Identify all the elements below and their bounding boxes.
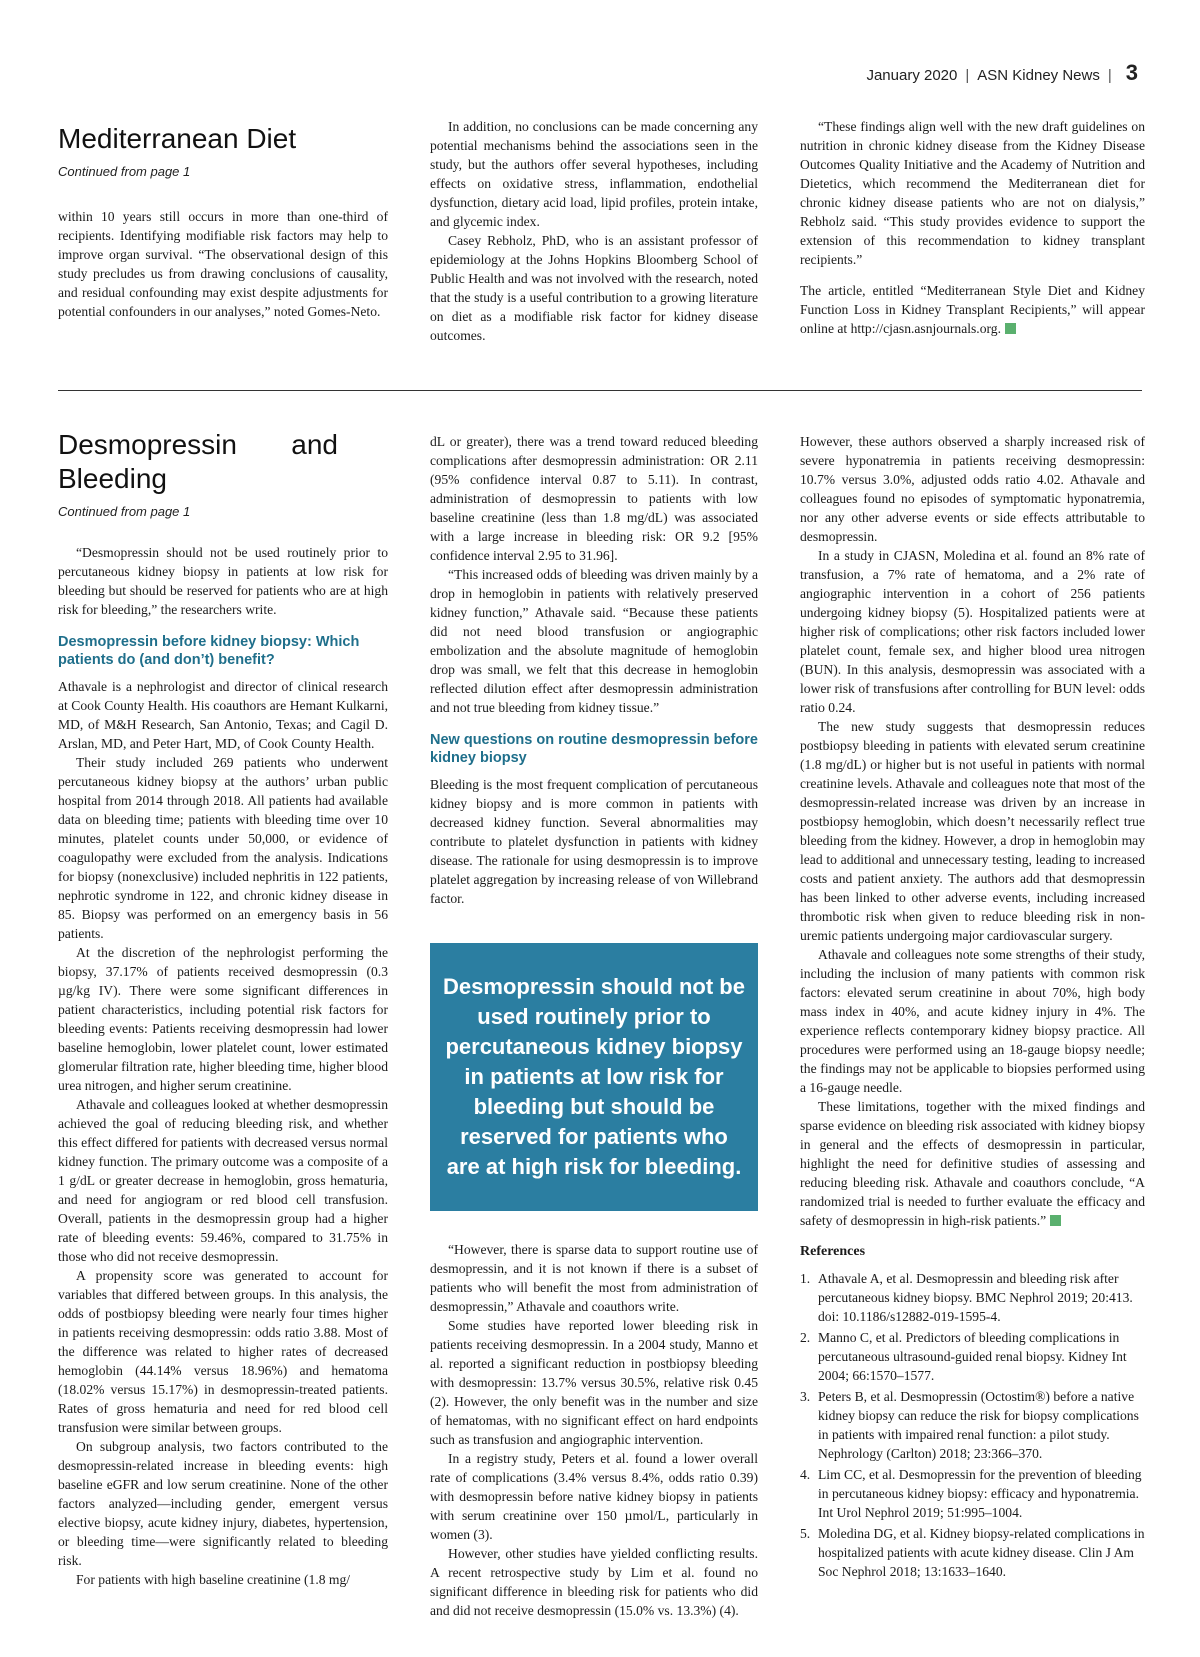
- article1-column-1: [58, 122, 388, 321]
- article2-paragraph: “This increased odds of bleeding was driven mainly by a drop in hemoglobin in patients with relatively preserved kidney function,” Athavale said. “Because these patients did not need blood transfusion or angiographic embolization and the absolute magnitude of hemoglobin drop was small, we felt that this decrease in hemoglobin reflected dilution effect after desmopressin administration and not true bleeding from kidney tissue.”: [430, 567, 758, 715]
- article2-column-1: [58, 428, 388, 1589]
- article2-paragraph: A propensity score was generated to account for variables that differed between groups. In this analysis, the odds of postbiopsy bleeding were nearly four times higher in patients receiving desmopressin: odds ratio 3.88. Most of the difference was related to higher rates of decreased hemoglobin (44.14% versus 18.96%) and hematoma (18.02% versus 15.17%) in desmopressin-treated patients. Rates of gross hematuria and need for red blood cell transfusion were similar between groups.: [58, 1268, 388, 1435]
- article2-paragraph: At the discretion of the nephrologist performing the biopsy, 37.17% of patients received desmopressin (0.3 µg/kg IV). There were some significant differences in patient characteristics, including potential risk factors for bleeding events: Patients receiving desmopressin had lower baseline hemoglobin, lower platelet count, lower estimated glomerular filtration rate, higher bleeding time, higher blood urea nitrogen, and higher serum creatinine.: [58, 945, 388, 1093]
- reference-item: [800, 1524, 1145, 1581]
- article2-paragraph: In a study in CJASN, Moledina et al. found an 8% rate of transfusion, a 7% rate of hematoma, and a 2% rate of angiographic intervention in a cohort of 256 patients undergoing kidney biopsy (5). Hospitalized patients were at higher risk of complications; other risk factors included lower platelet count, female sex, and higher blood urea nitrogen (BUN). In this analysis, desmopressin was associated with a lower risk of transfusions after controlling for BUN level: odds ratio 0.24.: [800, 548, 1145, 715]
- article1-closing-text: The article, entitled “Mediterranean Style Diet and Kidney Function Loss in Kidney Transplant Recipients,” will appear online at http://cjasn.asnjournals.org.: [800, 283, 1145, 336]
- reference-item: [800, 1465, 1145, 1522]
- article2-subhead-1: Desmopressin before kidney biopsy: Which patients do (and don’t) benefit?: [58, 634, 360, 668]
- article2-title: Desmopressin and Bleeding: [58, 429, 338, 494]
- article1-continued-note: Continued from page 1: [58, 164, 191, 179]
- article2-paragraph: However, these authors observed a sharply increased risk of severe hyponatremia in patients receiving desmopressin: 10.7% versus 3.0%, adjusted odds ratio 4.02. Athavale and colleagues found no episodes of symptomatic hyponatremia, nor any other adverse events or side effects attributable to desmopressin.: [800, 434, 1145, 544]
- header-separator: |: [965, 67, 970, 84]
- article1-paragraph: within 10 years still occurs in more than one-third of recipients. Identifying modifiable risk factors may help to improve organ survival. “The observational design of this study precludes us from drawing conclusions of causality, and residual confounding may exist despite adjustments for potential confounders in our analyses,” noted Gomes-Neto.: [58, 209, 388, 319]
- reference-number: 5.: [800, 1526, 811, 1541]
- article2-column-2-bottom: [430, 1240, 758, 1620]
- references-list: [800, 1269, 1145, 1581]
- reference-item: [800, 1387, 1145, 1463]
- article2-paragraph: Bleeding is the most frequent complication of percutaneous kidney biopsy and is more common in patients with decreased kidney function. Several abnormalities may contribute to platelet dysfunction in patients with kidney disease. The rationale for using desmopressin is to improve platelet aggregation by increasing release of von Willebrand factor.: [430, 777, 758, 906]
- reference-text: Manno C, et al. Predictors of bleeding complications in percutaneous ultrasound-guided renal biopsy. Kidney Int 2004; 66:1570–1577.: [818, 1330, 1127, 1383]
- article1-column-3: [800, 117, 1145, 338]
- article1-paragraph: In addition, no conclusions can be made concerning any potential mechanisms behind the associations seen in the study, but the authors offer several hypotheses, including effects on oxidative stress, inflammation, endothelial dysfunction, dietary acid load, lipid profiles, protein intake, and glycemic index.: [430, 119, 758, 229]
- article2-paragraph: Athavale and colleagues note some strengths of their study, including the inclusion of many patients with common risk factors: elevated serum creatinine in about 70%, high body mass index in 40%, and acute kidney injury in 4%. The experience reflects contemporary kidney biopsy practice. All procedures were performed using an 18-gauge biopsy needle; the findings may not be applicable to biopsies performed using a 16-gauge needle.: [800, 947, 1145, 1095]
- article2-continued-note: Continued from page 1: [58, 504, 191, 519]
- article1-closing-paragraph: [800, 281, 1145, 338]
- article2-column-2-top: [430, 432, 758, 908]
- article2-paragraph: Athavale and colleagues looked at whether desmopressin achieved the goal of reducing bleeding risk, and whether this effect differed for patients with decreased versus normal kidney function. The primary outcome was a composite of a 1 g/dL or greater decrease in hemoglobin, gross hematuria, and need for angiogram or red blood cell transfusion. Overall, patients in the desmopressin group had a higher rate of bleeding events: 59.46%, compared to 31.75% in those who did not receive desmopressin.: [58, 1097, 388, 1264]
- article2-paragraph: For patients with high baseline creatinine (1.8 mg/: [76, 1572, 351, 1587]
- article1-paragraph: Casey Rebholz, PhD, who is an assistant professor of epidemiology at the Johns Hopkins Bloomberg School of Public Health and was not involved with the research, noted that the study is a useful contribution to a growing literature on diet as a modifiable risk factor for kidney disease outcomes.: [430, 233, 758, 343]
- reference-item: [800, 1328, 1145, 1385]
- article2-intro-paragraph: “Desmopressin should not be used routinely prior to percutaneous kidney biopsy in patients at low risk for bleeding but should be reserved for patients who are at high risk for bleeding,” the researchers write.: [58, 545, 388, 617]
- reference-number: 1.: [800, 1271, 811, 1286]
- page-number: 3: [1125, 60, 1138, 85]
- reference-item: [800, 1269, 1145, 1326]
- section-divider: [58, 390, 1142, 391]
- issue-date: January 2020: [866, 67, 958, 84]
- reference-text: Lim CC, et al. Desmopressin for the prevention of bleeding in percutaneous kidney biopsy: efficacy and hyponatremia. Int Urol Nephrol 2019; 51:995–1004.: [818, 1467, 1142, 1520]
- article2-paragraph: The new study suggests that desmopressin reduces postbiopsy bleeding in patients with elevated serum creatinine (1.8 mg/dL) or higher but is not useful in patients with normal creatinine levels. Athavale and colleagues note that most of the desmopressin-related increase was driven by an increase in postbiopsy hemoglobin, which doesn’t necessarily reflect true bleeding from the kidney. However, a drop in hemoglobin may lead to additional and unnecessary testing, leading to increased costs and patient anxiety. The authors add that desmopressin has been linked to other adverse events, including increased thrombotic risk when given to reduce bleeding risk in non-uremic patients undergoing major cardiovascular surgery.: [800, 719, 1145, 943]
- publication-name: ASN Kidney News: [977, 67, 1100, 84]
- article2-closing-paragraph: [800, 1097, 1145, 1230]
- article2-paragraph: dL or greater), there was a trend toward reduced bleeding complications after desmopressin administration: OR 2.11 (95% confidence interval 0.87 to 5.11). In contrast, administration of desmopressin to patients with low baseline creatinine (less than 1.8 mg/dL) was associated with a large increase in bleeding risk: OR 9.2 [95% confidence interval 2.95 to 31.96].: [430, 434, 758, 563]
- header-separator: |: [1107, 67, 1112, 84]
- reference-number: 3.: [800, 1389, 811, 1404]
- article1-column-2: [430, 117, 758, 345]
- article2-paragraph: In a registry study, Peters et al. found a lower overall rate of complications (3.4% versus 8.4%, odds ratio 0.39) with desmopressin before native kidney biopsy in patients with serum creatinine over 150 µmol/L, particularly in women (3).: [430, 1451, 758, 1542]
- end-of-article-icon: [1050, 1215, 1061, 1226]
- end-of-article-icon: [1005, 323, 1016, 334]
- running-header: [866, 60, 1138, 86]
- article2-closing-text: These limitations, together with the mixed findings and sparse evidence on bleeding risk associated with kidney biopsy in general and the effects of desmopressin in particular, highlight the need for definitive studies of assessing and reducing bleeding risk. Athavale and coauthors conclude, “A randomized trial is needed to further evaluate the efficacy and safety of desmopressin in high-risk patients.”: [800, 1099, 1145, 1228]
- reference-number: 2.: [800, 1330, 811, 1345]
- article2-column-3: [800, 432, 1145, 1583]
- article1-paragraph: “These findings align well with the new draft guidelines on nutrition in chronic kidney disease from the Kidney Disease Outcomes Quality Initiative and the Academy of Nutrition and Dietetics, which recommend the Mediterranean diet for chronic kidney disease patients who are not on dialysis,” Rebholz said. “This study provides evidence to support the extension of this recommendation to kidney transplant recipients.”: [800, 119, 1145, 267]
- reference-text: Athavale A, et al. Desmopressin and bleeding risk after percutaneous kidney biopsy. BMC Nephrol 2019; 20:413. doi: 10.1186/s12882-019-1595-4.: [818, 1271, 1133, 1324]
- reference-number: 4.: [800, 1467, 811, 1482]
- article1-title: Mediterranean Diet: [58, 123, 297, 154]
- references-heading: References: [800, 1244, 866, 1259]
- pull-quote: Desmopressin should not be used routinely prior to percutaneous kidney biopsy in patients at low risk for bleeding but should be reserved for patients who are at high risk for bleeding.: [430, 943, 758, 1211]
- reference-text: Peters B, et al. Desmopressin (Octostim®) before a native kidney biopsy can reduce the risk for biopsy complications in patients with impaired renal function: a pilot study. Nephrology (Carlton) 2018; 23:366–370.: [818, 1389, 1139, 1461]
- article2-paragraph: Their study included 269 patients who underwent percutaneous kidney biopsy at the authors’ urban public hospital from 2014 through 2018. All patients had available data on bleeding time; patients with bleeding time over 10 minutes, platelet counts under 50,000, or evidence of coagulopathy were excluded from the analysis. Indications for biopsy (nonexclusive) included nephritis in 122 patients, nephrotic syndrome in 122, and chronic kidney disease in 85. Biopsy was performed on an emergency basis in 56 patients.: [58, 755, 388, 941]
- article2-paragraph: On subgroup analysis, two factors contributed to the desmopressin-related increase in bleeding events: high baseline eGFR and low serum creatinine. None of the other factors analyzed—including gender, emergent versus elective biopsy, acute kidney injury, diabetes, hypertension, or bleeding time—were significantly related to bleeding risk.: [58, 1439, 388, 1568]
- article2-paragraph: Some studies have reported lower bleeding risk in patients receiving desmopressin. In a 2004 study, Manno et al. reported a significant reduction in postbiopsy bleeding with desmopressin: 13.7% versus 30.5%, relative risk 0.45 (2). However, the only benefit was in the number and size of hematomas, with no significant effect on hard endpoints such as transfusion and angiographic intervention.: [430, 1318, 758, 1447]
- reference-text: Moledina DG, et al. Kidney biopsy-related complications in hospitalized patients with acute kidney disease. Clin J Am Soc Nephrol 2018; 13:1633–1640.: [818, 1526, 1145, 1579]
- article2-paragraph: “However, there is sparse data to support routine use of desmopressin, and it is not known if there is a subset of patients who will benefit the most from administration of desmopressin,” Athavale and coauthors write.: [430, 1242, 758, 1314]
- article2-paragraph: However, other studies have yielded conflicting results. A recent retrospective study by Lim et al. found no significant difference in bleeding risk for patients who did and did not receive desmopressin (15.0% vs. 13.3%) (4).: [430, 1546, 758, 1618]
- article2-paragraph: Athavale is a nephrologist and director of clinical research at Cook County Health. His coauthors are Hemant Kulkarni, MD, of M&H Research, San Antonio, Texas; and Cagil D. Arslan, MD, and Peter Hart, MD, of Cook County Health.: [58, 679, 388, 751]
- article2-subhead-2: New questions on routine desmopressin before kidney biopsy: [430, 732, 758, 766]
